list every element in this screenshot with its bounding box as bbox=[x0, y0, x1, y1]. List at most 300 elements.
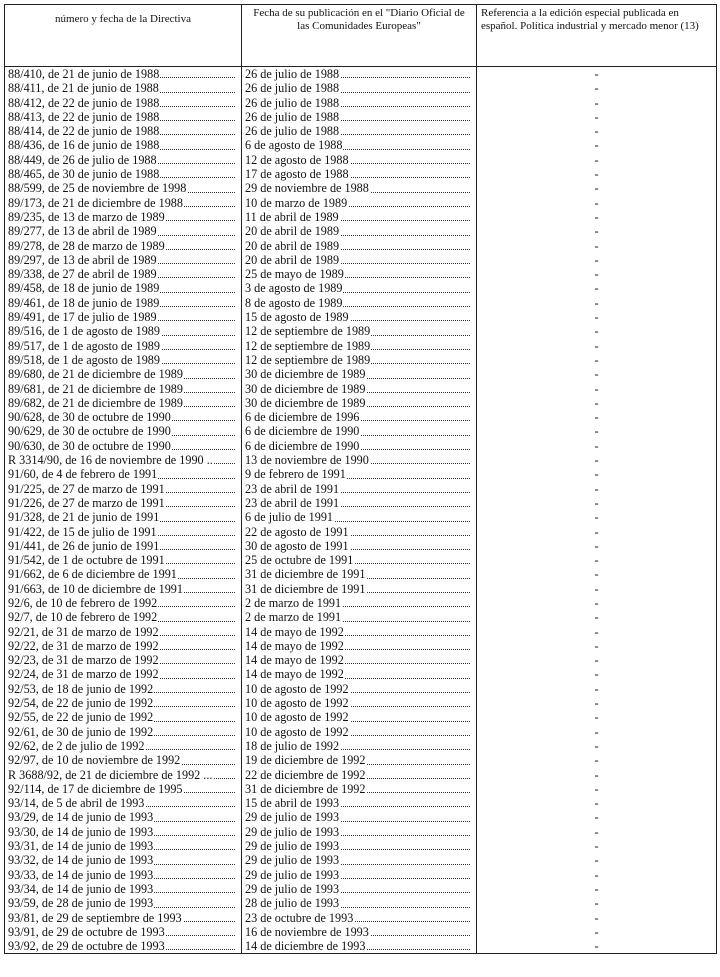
directive-text: 92/23, de 31 de marzo de 1992 bbox=[8, 653, 159, 668]
edition-reference-cell: - bbox=[477, 167, 717, 181]
directive-text: 89/235, de 13 de marzo de 1989 bbox=[8, 209, 165, 224]
directive-cell bbox=[5, 210, 242, 224]
edition-reference-cell: - bbox=[477, 138, 717, 152]
edition-reference-cell: - bbox=[477, 710, 717, 724]
publication-date-cell bbox=[242, 796, 477, 810]
publication-date-text: 26 de julio de 1988 bbox=[245, 109, 340, 124]
publication-date-cell bbox=[242, 453, 477, 467]
edition-reference-cell: - bbox=[477, 896, 717, 910]
edition-reference-cell: - bbox=[477, 267, 717, 281]
publication-date-cell bbox=[242, 725, 477, 739]
publication-date-text: 12 de septiembre de 1989 bbox=[245, 352, 371, 367]
directive-cell bbox=[5, 267, 242, 281]
publication-date-cell bbox=[242, 510, 477, 524]
publication-date-cell bbox=[242, 424, 477, 438]
directive-text: 88/413, de 22 de junio de 1988 bbox=[8, 109, 160, 124]
edition-reference-cell: - bbox=[477, 639, 717, 653]
table-row bbox=[5, 396, 717, 410]
directive-text: 93/14, de 5 de abril de 1993 bbox=[8, 796, 145, 811]
edition-reference-cell: - bbox=[477, 496, 717, 510]
publication-date-cell bbox=[242, 267, 477, 281]
directive-cell bbox=[5, 253, 242, 267]
directive-cell bbox=[5, 667, 242, 681]
publication-date-cell bbox=[242, 96, 477, 110]
edition-reference-cell: - bbox=[477, 467, 717, 481]
table-row bbox=[5, 410, 717, 424]
table-row bbox=[5, 525, 717, 539]
edition-reference-cell: - bbox=[477, 782, 717, 796]
directive-text: 91/441, de 26 de junio de 1991 bbox=[8, 538, 160, 553]
publication-date-cell bbox=[242, 896, 477, 910]
edition-reference-cell: - bbox=[477, 424, 717, 438]
publication-date-text: 15 de agosto de 1989 bbox=[245, 310, 349, 325]
directive-cell bbox=[5, 753, 242, 767]
table-row bbox=[5, 753, 717, 767]
publication-date-text: 10 de agosto de 1992 bbox=[245, 696, 349, 711]
edition-reference-cell: - bbox=[477, 224, 717, 238]
table-row bbox=[5, 853, 717, 867]
publication-date-text: 2 de marzo de 1991 bbox=[245, 610, 342, 625]
directive-cell bbox=[5, 281, 242, 295]
directive-text: R 3314/90, de 16 de noviembre de 1990 .. bbox=[8, 453, 213, 468]
publication-date-cell bbox=[242, 353, 477, 367]
header-directive-number-date: número y fecha de la Directiva bbox=[5, 5, 242, 67]
publication-date-cell bbox=[242, 138, 477, 152]
publication-date-text: 22 de diciembre de 1992 bbox=[245, 767, 366, 782]
directive-cell bbox=[5, 911, 242, 925]
directive-text: 93/31, de 14 de junio de 1993 bbox=[8, 839, 154, 854]
edition-reference-cell: - bbox=[477, 410, 717, 424]
table-row bbox=[5, 424, 717, 438]
publication-date-text: 13 de noviembre de 1990 bbox=[245, 453, 369, 468]
directive-text: 91/226, de 27 de marzo de 1991 bbox=[8, 495, 165, 510]
directive-text: 90/629, de 30 de octubre de 1990 bbox=[8, 424, 171, 439]
publication-date-text: 18 de julio de 1992 bbox=[245, 738, 340, 753]
table-row bbox=[5, 582, 717, 596]
edition-reference-cell: - bbox=[477, 239, 717, 253]
publication-date-text: 12 de septiembre de 1989 bbox=[245, 324, 371, 339]
directive-cell bbox=[5, 582, 242, 596]
directive-text: 92/7, de 10 de febrero de 1992 bbox=[8, 610, 158, 625]
publication-date-cell bbox=[242, 939, 477, 954]
publication-date-cell bbox=[242, 496, 477, 510]
edition-reference-cell: - bbox=[477, 696, 717, 710]
edition-reference-cell: - bbox=[477, 911, 717, 925]
publication-date-cell bbox=[242, 739, 477, 753]
directive-cell bbox=[5, 239, 242, 253]
directive-cell bbox=[5, 353, 242, 367]
publication-date-text: 31 de diciembre de 1991 bbox=[245, 567, 366, 582]
edition-reference-cell: - bbox=[477, 753, 717, 767]
directive-text: 92/114, de 17 de diciembre de 1995 bbox=[8, 781, 183, 796]
edition-reference-cell: - bbox=[477, 939, 717, 954]
directive-cell bbox=[5, 882, 242, 896]
publication-date-text: 11 de abril de 1989 bbox=[245, 209, 339, 224]
publication-date-text: 17 de agosto de 1988 bbox=[245, 167, 349, 182]
publication-date-text: 30 de diciembre de 1989 bbox=[245, 395, 366, 410]
directive-cell bbox=[5, 939, 242, 954]
directive-cell bbox=[5, 553, 242, 567]
publication-date-cell bbox=[242, 525, 477, 539]
table-row bbox=[5, 610, 717, 624]
publication-date-cell bbox=[242, 810, 477, 824]
publication-date-text: 14 de mayo de 1992 bbox=[245, 653, 344, 668]
publication-date-text: 29 de julio de 1993 bbox=[245, 839, 340, 854]
directive-text: 92/54, de 22 de junio de 1992 bbox=[8, 696, 154, 711]
directive-cell bbox=[5, 782, 242, 796]
publication-date-text: 31 de diciembre de 1992 bbox=[245, 781, 366, 796]
publication-date-cell bbox=[242, 567, 477, 581]
edition-reference-cell: - bbox=[477, 625, 717, 639]
edition-reference-cell: - bbox=[477, 81, 717, 95]
directive-cell bbox=[5, 153, 242, 167]
publication-date-text: 26 de julio de 1988 bbox=[245, 81, 340, 96]
directive-cell bbox=[5, 482, 242, 496]
table-row bbox=[5, 367, 717, 381]
publication-date-cell bbox=[242, 539, 477, 553]
publication-date-cell bbox=[242, 782, 477, 796]
directive-text: 93/92, de 29 de octubre de 1993 bbox=[8, 939, 165, 954]
publication-date-cell bbox=[242, 281, 477, 295]
publication-date-cell bbox=[242, 124, 477, 138]
directive-text: 93/34, de 14 de junio de 1993 bbox=[8, 881, 154, 896]
publication-date-cell bbox=[242, 467, 477, 481]
directive-text: 88/449, de 26 de julio de 1988 bbox=[8, 152, 157, 167]
directive-cell bbox=[5, 81, 242, 95]
directive-text: 88/465, de 30 de junio de 1988 bbox=[8, 167, 160, 182]
table-row bbox=[5, 296, 717, 310]
edition-reference-cell: - bbox=[477, 925, 717, 939]
table-row bbox=[5, 639, 717, 653]
publication-date-cell bbox=[242, 110, 477, 124]
table-row bbox=[5, 210, 717, 224]
edition-reference-cell: - bbox=[477, 210, 717, 224]
directive-cell bbox=[5, 739, 242, 753]
publication-date-cell bbox=[242, 753, 477, 767]
edition-reference-cell: - bbox=[477, 453, 717, 467]
edition-reference-cell: - bbox=[477, 667, 717, 681]
directive-cell bbox=[5, 396, 242, 410]
table-row bbox=[5, 482, 717, 496]
publication-date-text: 14 de diciembre de 1993 bbox=[245, 939, 366, 954]
directive-cell bbox=[5, 696, 242, 710]
publication-date-text: 3 de agosto de 1989 bbox=[245, 281, 343, 296]
table-row bbox=[5, 96, 717, 110]
edition-reference-cell: - bbox=[477, 510, 717, 524]
publication-date-cell bbox=[242, 667, 477, 681]
directive-cell bbox=[5, 181, 242, 195]
publication-date-text: 23 de abril de 1991 bbox=[245, 481, 340, 496]
table-row bbox=[5, 810, 717, 824]
directive-text: 92/21, de 31 de marzo de 1992 bbox=[8, 624, 159, 639]
publication-date-cell bbox=[242, 625, 477, 639]
publication-date-text: 29 de julio de 1993 bbox=[245, 881, 340, 896]
directive-cell bbox=[5, 896, 242, 910]
directive-text: 92/62, de 2 de julio de 1992 bbox=[8, 738, 145, 753]
publication-date-text: 20 de abril de 1989 bbox=[245, 252, 340, 267]
publication-date-text: 28 de julio de 1993 bbox=[245, 896, 340, 911]
directive-text: 88/414, de 22 de junio de 1988 bbox=[8, 124, 160, 139]
directive-cell bbox=[5, 839, 242, 853]
directive-text: 91/328, de 21 de junio de 1991 bbox=[8, 510, 160, 525]
publication-date-cell bbox=[242, 210, 477, 224]
directive-cell bbox=[5, 768, 242, 782]
publication-date-text: 10 de agosto de 1992 bbox=[245, 710, 349, 725]
directive-cell bbox=[5, 339, 242, 353]
publication-date-cell bbox=[242, 439, 477, 453]
publication-date-cell bbox=[242, 882, 477, 896]
directive-text: 92/24, de 31 de marzo de 1992 bbox=[8, 667, 159, 682]
publication-date-cell bbox=[242, 925, 477, 939]
table-row bbox=[5, 567, 717, 581]
publication-date-cell bbox=[242, 253, 477, 267]
table-row bbox=[5, 782, 717, 796]
edition-reference-cell: - bbox=[477, 682, 717, 696]
table-row bbox=[5, 110, 717, 124]
table-row bbox=[5, 653, 717, 667]
table-row bbox=[5, 67, 717, 82]
publication-date-text: 12 de septiembre de 1989 bbox=[245, 338, 371, 353]
table-row bbox=[5, 253, 717, 267]
directive-text: 90/628, de 30 de octubre de 1990 bbox=[8, 410, 171, 425]
publication-date-cell bbox=[242, 196, 477, 210]
edition-reference-cell: - bbox=[477, 825, 717, 839]
publication-date-cell bbox=[242, 410, 477, 424]
publication-date-text: 6 de diciembre de 1990 bbox=[245, 424, 360, 439]
directive-text: 92/55, de 22 de junio de 1992 bbox=[8, 710, 154, 725]
table-row bbox=[5, 353, 717, 367]
table-row bbox=[5, 896, 717, 910]
edition-reference-cell: - bbox=[477, 153, 717, 167]
directive-text: 88/410, de 21 de junio de 1988 bbox=[8, 67, 160, 81]
edition-reference-cell: - bbox=[477, 310, 717, 324]
directive-cell bbox=[5, 382, 242, 396]
directive-cell bbox=[5, 567, 242, 581]
publication-date-cell bbox=[242, 181, 477, 195]
publication-date-cell bbox=[242, 324, 477, 338]
directive-text: 89/297, de 13 de abril de 1989 bbox=[8, 252, 157, 267]
directive-cell bbox=[5, 925, 242, 939]
table-row bbox=[5, 167, 717, 181]
publication-date-text: 29 de julio de 1993 bbox=[245, 810, 340, 825]
publication-date-cell bbox=[242, 167, 477, 181]
publication-date-text: 10 de marzo de 1989 bbox=[245, 195, 348, 210]
publication-date-text: 23 de abril de 1991 bbox=[245, 495, 340, 510]
edition-reference-cell: - bbox=[477, 367, 717, 381]
edition-reference-cell: - bbox=[477, 181, 717, 195]
directive-text: 92/6, de 10 de febrero de 1992 bbox=[8, 595, 158, 610]
table-row bbox=[5, 510, 717, 524]
directive-text: 93/29, de 14 de junio de 1993 bbox=[8, 810, 154, 825]
directive-cell bbox=[5, 796, 242, 810]
directive-cell bbox=[5, 853, 242, 867]
edition-reference-cell: - bbox=[477, 396, 717, 410]
publication-date-cell bbox=[242, 653, 477, 667]
publication-date-text: 16 de noviembre de 1993 bbox=[245, 924, 369, 939]
table-row bbox=[5, 868, 717, 882]
table-row bbox=[5, 739, 717, 753]
publication-date-cell bbox=[242, 768, 477, 782]
publication-date-cell bbox=[242, 682, 477, 696]
edition-reference-cell: - bbox=[477, 839, 717, 853]
publication-date-cell bbox=[242, 696, 477, 710]
edition-reference-cell: - bbox=[477, 281, 717, 295]
publication-date-text: 14 de mayo de 1992 bbox=[245, 624, 344, 639]
directive-text: 92/53, de 18 de junio de 1992 bbox=[8, 681, 154, 696]
publication-date-text: 15 de abril de 1993 bbox=[245, 796, 340, 811]
edition-reference-cell: - bbox=[477, 339, 717, 353]
table-row bbox=[5, 939, 717, 954]
publication-date-cell bbox=[242, 911, 477, 925]
directive-text: 92/22, de 31 de marzo de 1992 bbox=[8, 638, 159, 653]
publication-date-text: 30 de agosto de 1991 bbox=[245, 538, 349, 553]
directive-cell bbox=[5, 124, 242, 138]
directive-text: 91/225, de 27 de marzo de 1991 bbox=[8, 481, 165, 496]
directive-cell bbox=[5, 196, 242, 210]
publication-date-cell bbox=[242, 596, 477, 610]
table-row bbox=[5, 339, 717, 353]
directive-cell bbox=[5, 453, 242, 467]
directive-text: 89/278, de 28 de marzo de 1989 bbox=[8, 238, 165, 253]
directive-cell bbox=[5, 810, 242, 824]
directive-cell bbox=[5, 424, 242, 438]
directive-cell bbox=[5, 610, 242, 624]
edition-reference-cell: - bbox=[477, 96, 717, 110]
directive-cell bbox=[5, 467, 242, 481]
directive-text: 88/599, de 25 de noviembre de 1998 bbox=[8, 181, 187, 196]
table-row bbox=[5, 496, 717, 510]
edition-reference-cell: - bbox=[477, 853, 717, 867]
table-row bbox=[5, 911, 717, 925]
table-row bbox=[5, 925, 717, 939]
publication-date-cell bbox=[242, 825, 477, 839]
table-header bbox=[5, 5, 717, 67]
publication-date-text: 20 de abril de 1989 bbox=[245, 224, 340, 239]
edition-reference-cell: - bbox=[477, 796, 717, 810]
publication-date-text: 2 de marzo de 1991 bbox=[245, 595, 342, 610]
directive-text: 93/32, de 14 de junio de 1993 bbox=[8, 853, 154, 868]
directive-cell bbox=[5, 725, 242, 739]
directive-cell bbox=[5, 625, 242, 639]
directive-cell bbox=[5, 653, 242, 667]
table-row bbox=[5, 181, 717, 195]
directive-cell bbox=[5, 510, 242, 524]
publication-date-text: 26 de julio de 1988 bbox=[245, 124, 340, 139]
publication-date-text: 19 de diciembre de 1992 bbox=[245, 753, 366, 768]
directive-cell bbox=[5, 496, 242, 510]
directive-text: 88/412, de 22 de junio de 1988 bbox=[8, 95, 160, 110]
publication-date-cell bbox=[242, 710, 477, 724]
edition-reference-cell: - bbox=[477, 382, 717, 396]
publication-date-cell bbox=[242, 853, 477, 867]
publication-date-cell bbox=[242, 582, 477, 596]
edition-reference-cell: - bbox=[477, 582, 717, 596]
edition-reference-cell: - bbox=[477, 725, 717, 739]
edition-reference-cell: - bbox=[477, 324, 717, 338]
publication-date-cell bbox=[242, 81, 477, 95]
directive-text: 92/97, de 10 de noviembre de 1992 bbox=[8, 753, 181, 768]
directive-cell bbox=[5, 410, 242, 424]
edition-reference-cell: - bbox=[477, 353, 717, 367]
table-row bbox=[5, 553, 717, 567]
table-row bbox=[5, 453, 717, 467]
publication-date-text: 29 de noviembre de 1988 bbox=[245, 181, 369, 196]
directive-cell bbox=[5, 310, 242, 324]
publication-date-text: 31 de diciembre de 1991 bbox=[245, 581, 366, 596]
table-row bbox=[5, 539, 717, 553]
publication-date-text: 29 de julio de 1993 bbox=[245, 853, 340, 868]
directive-text: 93/33, de 14 de junio de 1993 bbox=[8, 867, 154, 882]
publication-date-text: 26 de julio de 1988 bbox=[245, 67, 340, 81]
publication-date-cell bbox=[242, 67, 477, 82]
directive-text: 89/681, de 21 de diciembre de 1989 bbox=[8, 381, 183, 396]
directive-text: 89/518, de 1 de agosto de 1989 bbox=[8, 352, 160, 367]
header-publication-date: Fecha de su publicación en el "Diario Oficial de las Comunidades Europeas" bbox=[242, 5, 477, 67]
publication-date-text: 30 de diciembre de 1989 bbox=[245, 367, 366, 382]
directive-cell bbox=[5, 138, 242, 152]
table-row bbox=[5, 239, 717, 253]
header-special-edition-reference: Referencia a la edición especial publicada en español. Política industrial y mercado menor (13) bbox=[477, 5, 717, 67]
publication-date-cell bbox=[242, 153, 477, 167]
edition-reference-cell: - bbox=[477, 439, 717, 453]
directive-cell bbox=[5, 682, 242, 696]
directive-text: 91/60, de 4 de febrero de 1991 bbox=[8, 467, 158, 482]
table-row bbox=[5, 281, 717, 295]
table-row bbox=[5, 439, 717, 453]
table-row bbox=[5, 467, 717, 481]
publication-date-cell bbox=[242, 382, 477, 396]
directive-cell bbox=[5, 67, 242, 82]
directive-cell bbox=[5, 224, 242, 238]
directive-cell bbox=[5, 825, 242, 839]
directive-text: 89/277, de 13 de abril de 1989 bbox=[8, 224, 157, 239]
publication-date-cell bbox=[242, 367, 477, 381]
edition-reference-cell: - bbox=[477, 253, 717, 267]
directive-text: 91/663, de 10 de diciembre de 1991 bbox=[8, 581, 183, 596]
publication-date-cell bbox=[242, 839, 477, 853]
publication-date-cell bbox=[242, 482, 477, 496]
edition-reference-cell: - bbox=[477, 196, 717, 210]
edition-reference-cell: - bbox=[477, 739, 717, 753]
directive-cell bbox=[5, 539, 242, 553]
directives-table bbox=[4, 4, 717, 954]
edition-reference-cell: - bbox=[477, 553, 717, 567]
edition-reference-cell: - bbox=[477, 653, 717, 667]
table-row bbox=[5, 153, 717, 167]
publication-date-text: 29 de julio de 1993 bbox=[245, 867, 340, 882]
directive-text: 91/542, de 1 de octubre de 1991 bbox=[8, 553, 165, 568]
publication-date-cell bbox=[242, 296, 477, 310]
publication-date-cell bbox=[242, 310, 477, 324]
directive-cell bbox=[5, 710, 242, 724]
edition-reference-cell: - bbox=[477, 567, 717, 581]
directive-cell bbox=[5, 324, 242, 338]
directive-text: 93/59, de 28 de junio de 1993 bbox=[8, 896, 154, 911]
table-row bbox=[5, 725, 717, 739]
table-row bbox=[5, 710, 717, 724]
directive-text: 89/516, de 1 de agosto de 1989 bbox=[8, 324, 160, 339]
table-row bbox=[5, 796, 717, 810]
table-body bbox=[5, 67, 717, 954]
directive-text: 89/173, de 21 de diciembre de 1988 bbox=[8, 195, 183, 210]
publication-date-text: 9 de febrero de 1991 bbox=[245, 467, 346, 482]
table-row bbox=[5, 825, 717, 839]
table-row bbox=[5, 667, 717, 681]
edition-reference-cell: - bbox=[477, 482, 717, 496]
edition-reference-cell: - bbox=[477, 810, 717, 824]
publication-date-text: 26 de julio de 1988 bbox=[245, 95, 340, 110]
table-row bbox=[5, 138, 717, 152]
